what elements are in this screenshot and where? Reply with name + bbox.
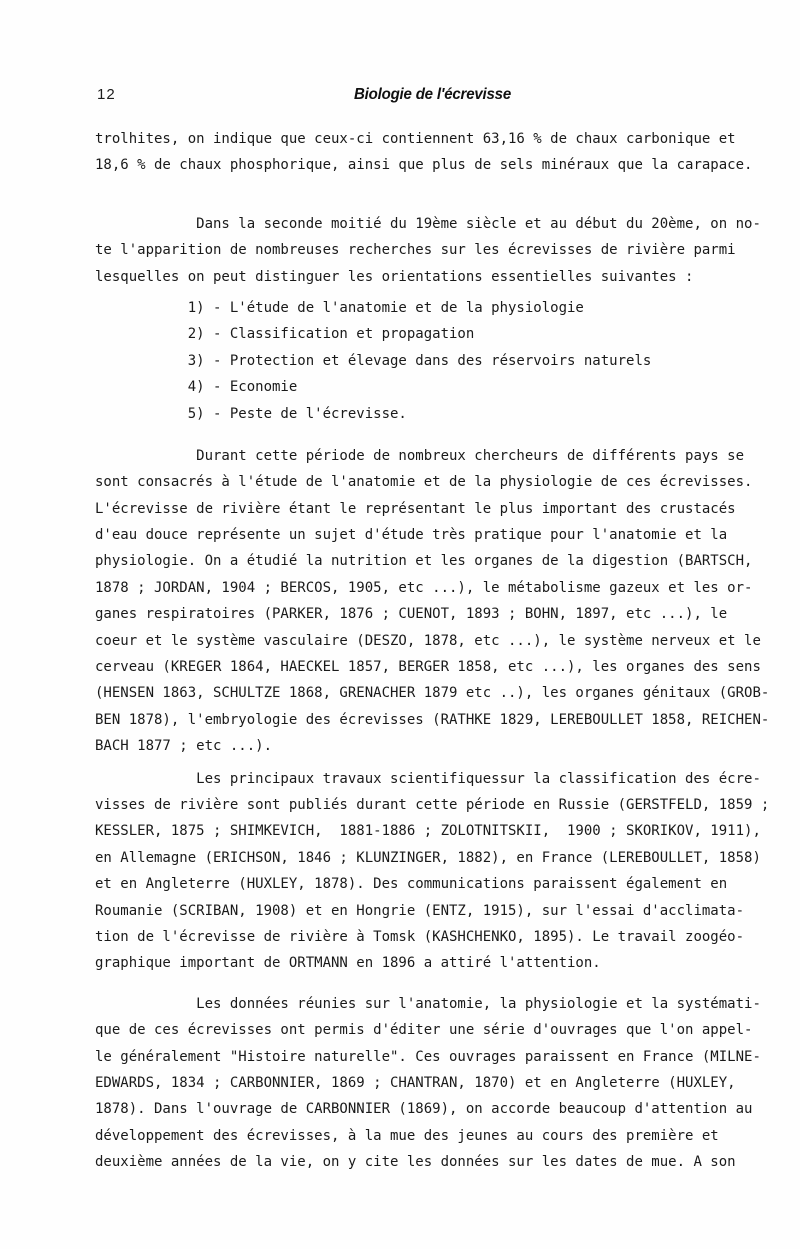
text-line: cerveau (KREGER 1864, HAECKEL 1857, BERGER 1858, etc ...), les organes des sens	[95, 659, 761, 676]
paragraph-p5	[95, 991, 785, 1176]
text-line: 1878). Dans l'ouvrage de CARBONNIER (1869), on accorde beaucoup d'attention au	[95, 1101, 753, 1118]
text-line: que de ces écrevisses ont permis d'éditer une série d'ouvrages que l'on appel-	[95, 1022, 753, 1039]
text-line: (HENSEN 1863, SCHULTZE 1868, GRENACHER 1879 etc ..), les organes génitaux (GROB-	[95, 685, 770, 702]
text-line: L'écrevisse de rivière étant le représentant le plus important des crustacés	[95, 500, 736, 517]
text-line: ganes respiratoires (PARKER, 1876 ; CUENOT, 1893 ; BOHN, 1897, etc ...), le	[95, 606, 728, 623]
paragraph-p4	[95, 766, 785, 977]
text-line: te l'apparition de nombreuses recherches sur les écrevisses de rivière parmi	[95, 242, 736, 259]
text-line: tion de l'écrevisse de rivière à Tomsk (KASHCHENKO, 1895). Le travail zoogéo-	[95, 928, 745, 945]
list-item: 1) - L'étude de l'anatomie et de la physiologie	[95, 299, 584, 316]
paragraph-p1	[95, 126, 785, 179]
text-line: d'eau douce représente un sujet d'étude très pratique pour l'anatomie et la	[95, 527, 728, 544]
paragraph-p2	[95, 211, 785, 290]
page-body	[95, 126, 785, 1175]
text-line: Dans la seconde moitié du 19ème siècle et au début du 20ème, on no-	[95, 215, 761, 232]
text-line: lesquelles on peut distinguer les orientations essentielles suivantes :	[95, 268, 694, 285]
text-line: Les données réunies sur l'anatomie, la physiologie et la systémati-	[95, 995, 761, 1012]
text-line: KESSLER, 1875 ; SHIMKEVICH, 1881-1886 ; ZOLOTNITSKII, 1900 ; SKORIKOV, 1911),	[95, 823, 761, 840]
list-item: 3) - Protection et élevage dans des réservoirs naturels	[95, 352, 652, 369]
text-line: et en Angleterre (HUXLEY, 1878). Des communications paraissent également en	[95, 876, 728, 893]
text-line: sont consacrés à l'étude de l'anatomie et de la physiologie de ces écrevisses.	[95, 474, 753, 491]
text-line: visses de rivière sont publiés durant cette période en Russie (GERSTFELD, 1859 ;	[95, 796, 770, 813]
text-line: 1878 ; JORDAN, 1904 ; BERCOS, 1905, etc ...), le métabolisme gazeux et les or-	[95, 579, 753, 596]
text-line: Durant cette période de nombreux chercheurs de différents pays se	[95, 447, 745, 464]
text-line: EDWARDS, 1834 ; CARBONNIER, 1869 ; CHANTRAN, 1870) et en Angleterre (HUXLEY,	[95, 1074, 736, 1091]
list-item: 5) - Peste de l'écrevisse.	[95, 405, 407, 422]
paragraph-p3	[95, 443, 785, 760]
running-title: Biologie de l'écrevisse	[353, 86, 512, 103]
page-header	[95, 86, 770, 108]
list-item: 4) - Economie	[95, 379, 298, 396]
text-line: physiologie. On a étudié la nutrition et les organes de la digestion (BARTSCH,	[95, 553, 753, 570]
text-line: Roumanie (SCRIBAN, 1908) et en Hongrie (ENTZ, 1915), sur l'essai d'acclimata-	[95, 902, 745, 919]
text-line: Les principaux travaux scientifiquessur la classification des écre-	[95, 770, 761, 787]
text-line: graphique important de ORTMANN en 1896 a attiré l'attention.	[95, 955, 601, 972]
text-line: deuxième années de la vie, on y cite les données sur les dates de mue. A son	[95, 1154, 736, 1171]
text-line: BACH 1877 ; etc ...).	[95, 738, 273, 755]
text-line: en Allemagne (ERICHSON, 1846 ; KLUNZINGER, 1882), en France (LEREBOULLET, 1858)	[95, 849, 761, 866]
research-orientations-list	[95, 295, 785, 427]
page-number: 12	[97, 86, 116, 103]
text-line: le généralement "Histoire naturelle". Ces ouvrages paraissent en France (MILNE-	[95, 1048, 761, 1065]
text-line: coeur et le système vasculaire (DESZO, 1878, etc ...), le système nerveux et le	[95, 632, 761, 649]
text-line: 18,6 % de chaux phosphorique, ainsi que plus de sels minéraux que la carapace.	[95, 157, 753, 174]
list-item: 2) - Classification et propagation	[95, 326, 475, 343]
text-line: BEN 1878), l'embryologie des écrevisses (RATHKE 1829, LEREBOULLET 1858, REICHEN-	[95, 711, 770, 728]
text-line: développement des écrevisses, à la mue des jeunes au cours des première et	[95, 1127, 719, 1144]
text-line: trolhites, on indique que ceux-ci contiennent 63,16 % de chaux carbonique et	[95, 131, 736, 147]
